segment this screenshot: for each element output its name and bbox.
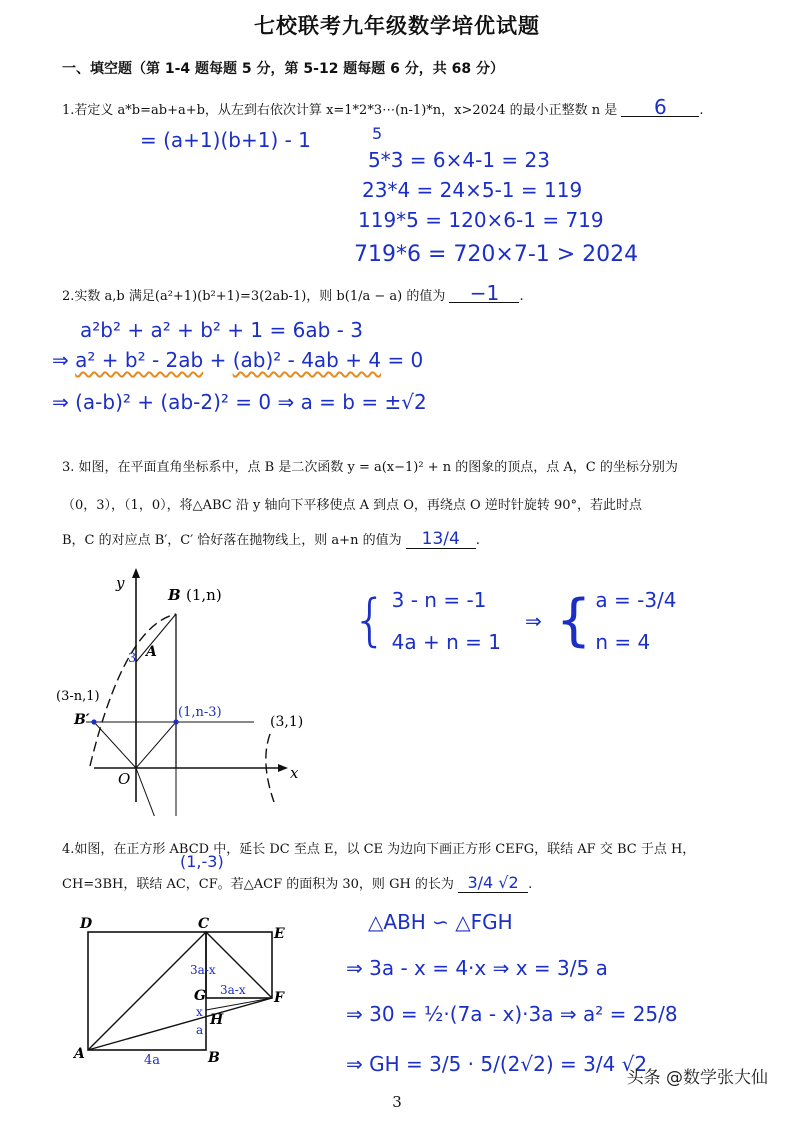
q3-brace-1: { bbox=[352, 588, 388, 653]
q1-work-line-3: 5*3 = 6×4-1 = 23 bbox=[368, 148, 550, 172]
question-2-text: 2.实数 a,b 满足(a²+1)(b²+1)=3(2ab-1)，则 b(1/a − a) 的值为 bbox=[62, 289, 446, 304]
q3-solution bbox=[352, 588, 677, 654]
label-y: y bbox=[116, 574, 125, 592]
label-seg-2: 3a-x bbox=[220, 983, 246, 997]
q1-work-line-6: 719*6 = 720×7-1 > 2024 bbox=[354, 242, 639, 267]
label-d: D bbox=[80, 916, 93, 932]
x-axis-arrow bbox=[278, 764, 288, 772]
q2-work-line-3: ⇒ (a-b)² + (ab-2)² = 0 ⇒ a = b = ±√2 bbox=[52, 390, 427, 414]
q2-implies: ⇒ bbox=[52, 348, 69, 372]
q3-implies: ⇒ bbox=[524, 609, 542, 633]
q2-work-line-2 bbox=[52, 348, 423, 372]
point-n3 bbox=[173, 719, 178, 724]
q3-sol-n: n = 4 bbox=[595, 630, 651, 654]
label-e: E bbox=[274, 926, 285, 942]
question-4-line-2: CH=3BH，联结 AC，CF。若△ACF 的面积为 30，则 GH 的长为 3/4 √2 . bbox=[62, 873, 533, 892]
q1-work-line-1: = (a+1)(b+1) - 1 bbox=[140, 128, 311, 152]
question-3-line-1: 3. 如图，在平面直角坐标系中，点 B 是二次函数 y = a(x−1)² + n 的图象的顶点，点 A，C 的坐标分别为 bbox=[62, 460, 678, 475]
question-4-line-1: 4.如图，在正方形 ABCD 中，延长 DC 至点 E，以 CE 为边向下画正方形 CEFG，联结 AF 交 BC 于点 H， bbox=[62, 842, 696, 857]
q3-system-1 bbox=[392, 588, 501, 654]
y-axis-arrow bbox=[132, 568, 140, 578]
label-g: G bbox=[194, 988, 206, 1004]
label-bprime: B′ bbox=[74, 712, 90, 728]
q1-work-line-5: 119*5 = 120×6-1 = 719 bbox=[358, 208, 604, 232]
question-2-answer: −1 bbox=[449, 284, 519, 303]
q3-coordinate-figure bbox=[54, 566, 314, 816]
page-title: 七校联考九年级数学培优试题 bbox=[254, 14, 540, 38]
label-a: A bbox=[146, 644, 157, 660]
question-1-answer: 6 bbox=[621, 98, 699, 117]
label-p4: (1,-3) bbox=[180, 852, 224, 871]
label-a: A bbox=[74, 1046, 85, 1062]
label-o: O bbox=[118, 770, 131, 788]
question-1-text: 1.若定义 a*b=ab+a+b，从左到右依次计算 x=1*2*3⋯(n-1)*n，x>2024 的最小正整数 n 是 bbox=[62, 103, 618, 118]
label-4a: 4a bbox=[144, 1053, 161, 1064]
q4-work-line-1: △ABH ∽ △FGH bbox=[368, 910, 513, 934]
q4-work-line-3: ⇒ 30 = ½·(7a - x)·3a ⇒ a² = 25/8 bbox=[346, 1002, 678, 1026]
question-2: 2.实数 a,b 满足(a²+1)(b²+1)=3(2ab-1)，则 b(1/a − a) 的值为 −1 . bbox=[62, 281, 524, 305]
q1-work-line-2: 5 bbox=[372, 124, 383, 143]
label-three: 3 bbox=[128, 651, 137, 666]
label-x: x bbox=[290, 764, 299, 782]
question-3-line-3: B，C 的对应点 B′，C′ 恰好落在抛物线上，则 a+n 的值为 13/4 . bbox=[62, 529, 480, 549]
question-3-line-2: （0，3），（1，0），将△ABC 沿 y 轴向下平移使点 A 到点 O，再绕点 O 逆时针旋转 90°，若此时点 bbox=[62, 498, 642, 513]
label-x: x bbox=[196, 1005, 203, 1019]
q2-wavy-term-1: a² + b² - 2ab bbox=[75, 348, 204, 372]
label-c: C bbox=[198, 916, 210, 932]
watermark: 头条 @数学张大仙 bbox=[626, 1068, 768, 1088]
label-p1: (3-n,1) bbox=[56, 689, 100, 704]
q3-brace-2: { bbox=[555, 588, 592, 653]
q2-equals-zero: = 0 bbox=[387, 348, 424, 372]
label-p2: (1,n-3) bbox=[178, 705, 222, 720]
line-o-n3 bbox=[136, 722, 176, 768]
label-b: B bbox=[168, 586, 181, 604]
section-heading: 一、填空题（第 1-4 题每题 5 分，第 5-12 题每题 6 分，共 68 分） bbox=[62, 61, 505, 77]
label-h: H bbox=[210, 1012, 224, 1028]
q2-plus: + bbox=[209, 348, 227, 372]
question-4-answer: 3/4 √2 bbox=[458, 874, 528, 893]
line-o-bprime bbox=[94, 722, 136, 768]
q2-work-line-1: a²b² + a² + b² + 1 = 6ab - 3 bbox=[80, 318, 363, 342]
q4-work-line-4: ⇒ GH = 3/5 · 5/(2√2) = 3/4 √2 bbox=[346, 1052, 648, 1076]
label-seg-1: 3a-x bbox=[190, 963, 216, 977]
q3-system-2 bbox=[595, 588, 676, 654]
label-p3: (3,1) bbox=[270, 714, 304, 730]
question-3-answer: 13/4 bbox=[406, 530, 476, 549]
line-hf bbox=[206, 998, 272, 1010]
label-b-coord: (1,n) bbox=[186, 586, 222, 604]
question-1: 1.若定义 a*b=ab+a+b，从左到右依次计算 x=1*2*3⋯(n-1)*n，x>2024 的最小正整数 n 是 6 . bbox=[62, 95, 704, 119]
q3-eq-1: 3 - n = -1 bbox=[391, 588, 487, 612]
question-4-line-2-text: CH=3BH，联结 AC，CF。若△ACF 的面积为 30，则 GH 的长为 bbox=[62, 877, 454, 892]
label-f: F bbox=[274, 990, 284, 1006]
line-ac bbox=[88, 932, 206, 1050]
parabola-left bbox=[90, 614, 176, 766]
label-b: B bbox=[208, 1050, 220, 1064]
q3-eq-2: 4a + n = 1 bbox=[391, 630, 501, 654]
line-af bbox=[88, 998, 272, 1050]
q2-wavy-term-2: (ab)² - 4ab + 4 bbox=[232, 348, 382, 372]
point-bprime bbox=[91, 719, 96, 724]
q4-work-line-2: ⇒ 3a - x = 4·x ⇒ x = 3/5 a bbox=[346, 956, 608, 980]
q1-work-line-4: 23*4 = 24×5-1 = 119 bbox=[362, 178, 583, 202]
q4-square-figure bbox=[70, 914, 306, 1064]
question-3-line-3-text: B，C 的对应点 B′，C′ 恰好落在抛物线上，则 a+n 的值为 bbox=[62, 533, 402, 548]
page-number: 3 bbox=[392, 1093, 402, 1111]
label-aa: a bbox=[196, 1023, 204, 1037]
line-o-down bbox=[136, 768, 172, 816]
q3-sol-a: a = -3/4 bbox=[595, 588, 677, 612]
